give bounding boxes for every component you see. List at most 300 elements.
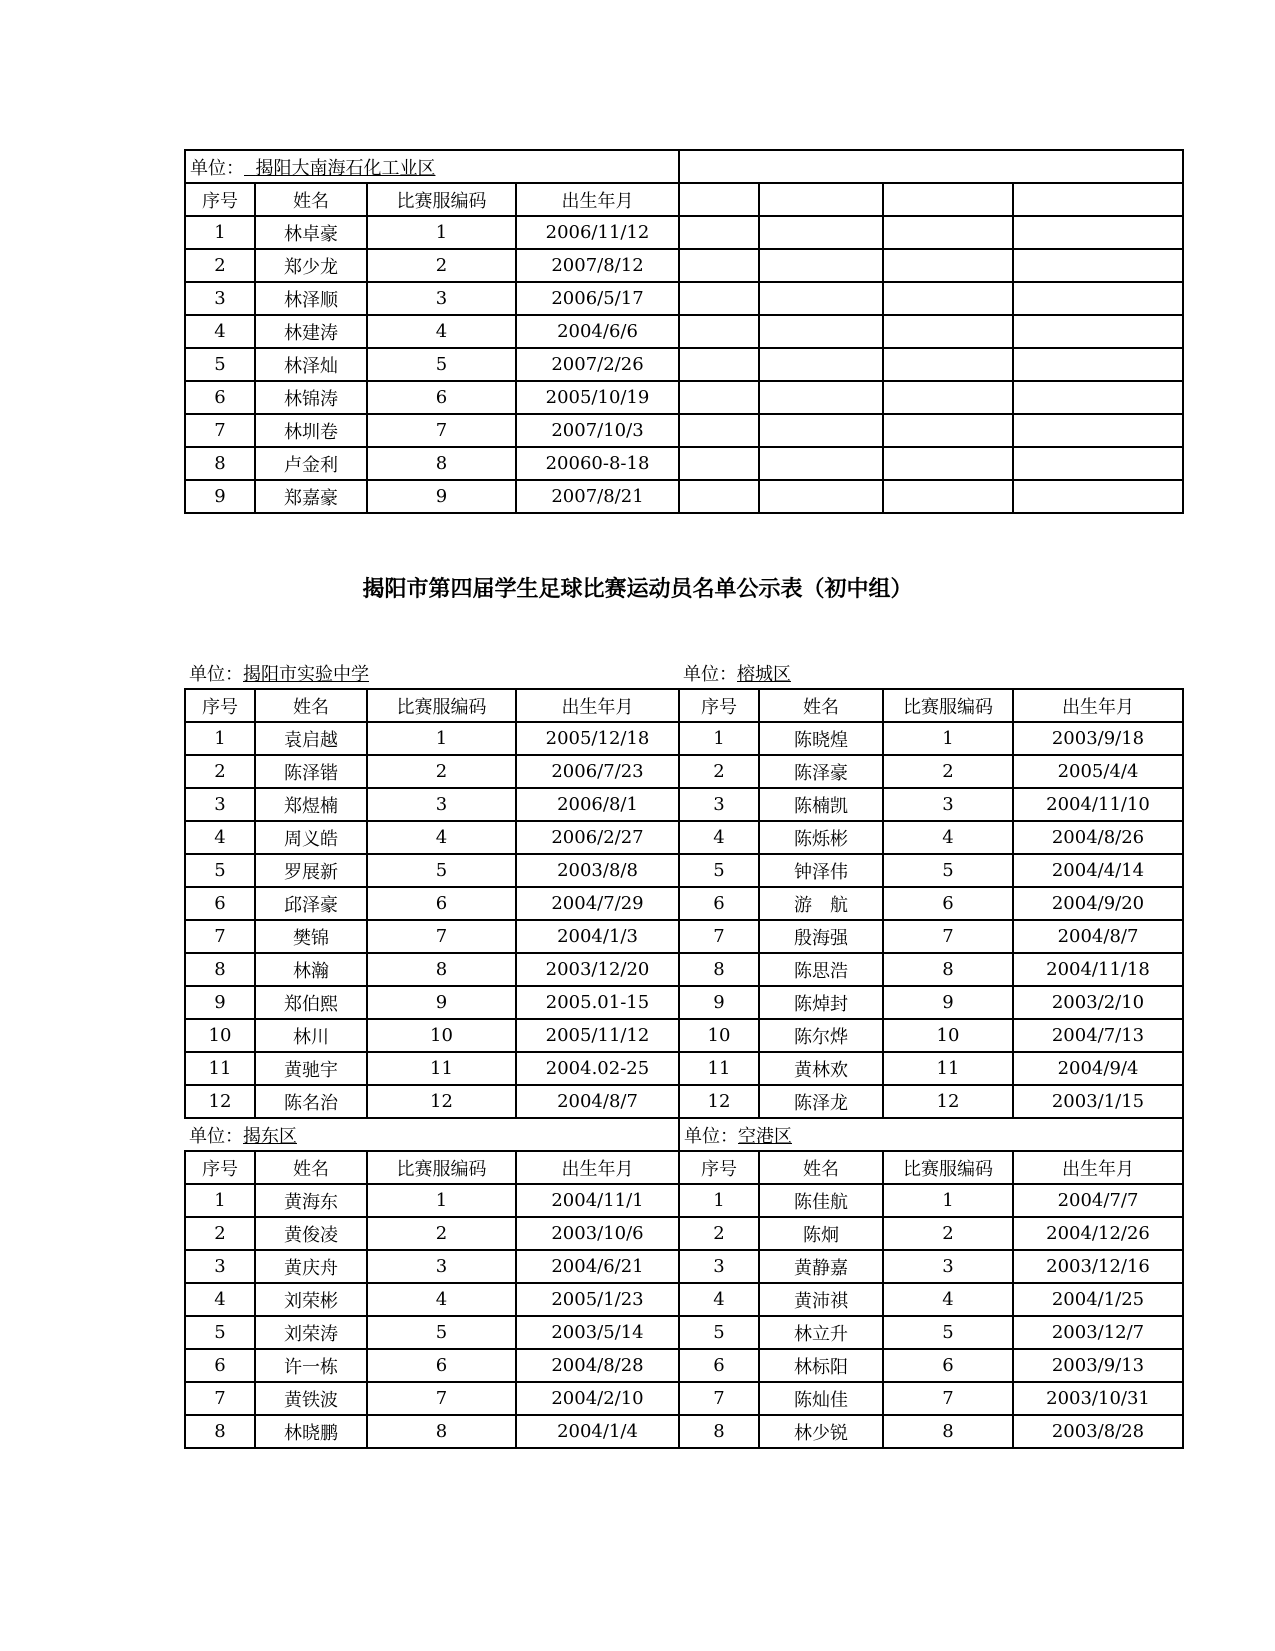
name-cell: 黄林欢 xyxy=(759,1052,883,1085)
header-cell: 出生年月 xyxy=(1013,1151,1183,1184)
jersey-cell: 2 xyxy=(883,1217,1013,1250)
empty-cell xyxy=(679,414,759,447)
jersey-cell: 1 xyxy=(883,722,1013,755)
birthdate-cell: 2003/5/14 xyxy=(516,1316,679,1349)
birthdate-cell: 2004/9/20 xyxy=(1013,887,1183,920)
name-cell: 钟泽伟 xyxy=(759,854,883,887)
table-row xyxy=(185,1349,1183,1382)
name-cell: 黄沛祺 xyxy=(759,1283,883,1316)
jersey-cell: 3 xyxy=(883,788,1013,821)
name-cell: 陈灿佳 xyxy=(759,1382,883,1415)
page-title: 揭阳市第四届学生足球比赛运动员名单公示表（初中组） xyxy=(362,577,913,602)
header-cell: 出生年月 xyxy=(516,689,679,722)
header-cell: 姓名 xyxy=(759,689,883,722)
number-cell: 2 xyxy=(185,249,255,282)
number-cell: 4 xyxy=(185,821,255,854)
name-cell: 殷海强 xyxy=(759,920,883,953)
top-roster-table xyxy=(184,149,1184,514)
jersey-cell: 6 xyxy=(367,381,516,414)
name-cell: 陈晓煌 xyxy=(759,722,883,755)
empty-cell xyxy=(759,414,883,447)
jersey-cell: 1 xyxy=(883,1184,1013,1217)
birthdate-cell: 2004/1/4 xyxy=(516,1415,679,1448)
table-row xyxy=(185,1415,1183,1448)
table-row xyxy=(185,216,1183,249)
number-cell: 1 xyxy=(679,1184,759,1217)
section-2 xyxy=(185,657,1183,1118)
jersey-cell: 5 xyxy=(883,854,1013,887)
birthdate-cell: 2003/9/18 xyxy=(1013,722,1183,755)
number-cell: 6 xyxy=(679,1349,759,1382)
number-cell: 6 xyxy=(185,381,255,414)
table-row xyxy=(185,953,1183,986)
jersey-cell: 1 xyxy=(367,216,516,249)
table-row xyxy=(185,788,1183,821)
empty-cell xyxy=(1013,282,1183,315)
name-cell: 林卓豪 xyxy=(255,216,367,249)
top-roster-body xyxy=(185,150,1183,513)
name-cell: 林瀚 xyxy=(255,953,367,986)
birthdate-cell: 2003/8/28 xyxy=(1013,1415,1183,1448)
number-cell: 1 xyxy=(185,1184,255,1217)
number-cell: 7 xyxy=(185,1382,255,1415)
empty-cell xyxy=(1013,381,1183,414)
number-cell: 4 xyxy=(679,821,759,854)
name-cell: 郑少龙 xyxy=(255,249,367,282)
table-row xyxy=(185,348,1183,381)
jersey-cell: 2 xyxy=(883,755,1013,788)
jersey-cell: 7 xyxy=(883,1382,1013,1415)
birthdate-cell: 2006/8/1 xyxy=(516,788,679,821)
jersey-cell: 4 xyxy=(367,1283,516,1316)
unit-cell-right xyxy=(679,657,1183,689)
birthdate-cell: 2007/8/12 xyxy=(516,249,679,282)
jersey-cell: 11 xyxy=(367,1052,516,1085)
table-row xyxy=(185,722,1183,755)
empty-cell xyxy=(883,447,1013,480)
empty-cell xyxy=(1013,315,1183,348)
name-cell: 卢金利 xyxy=(255,447,367,480)
jersey-cell: 12 xyxy=(367,1085,516,1118)
name-cell: 陈泽龙 xyxy=(759,1085,883,1118)
birthdate-cell: 2004/8/7 xyxy=(516,1085,679,1118)
unit-prefix: 单位： xyxy=(189,1125,243,1147)
jersey-cell: 5 xyxy=(367,348,516,381)
jersey-cell: 10 xyxy=(883,1019,1013,1052)
jersey-cell: 2 xyxy=(367,755,516,788)
table-row xyxy=(185,986,1183,1019)
birthdate-cell: 2006/5/17 xyxy=(516,282,679,315)
empty-cell xyxy=(679,480,759,513)
number-cell: 7 xyxy=(185,920,255,953)
empty-cell xyxy=(883,381,1013,414)
header-cell: 序号 xyxy=(679,689,759,722)
empty-cell xyxy=(883,315,1013,348)
number-cell: 5 xyxy=(679,854,759,887)
empty-cell xyxy=(1013,348,1183,381)
name-cell: 刘荣彬 xyxy=(255,1283,367,1316)
name-cell: 周义皓 xyxy=(255,821,367,854)
birthdate-cell: 2004/8/28 xyxy=(516,1349,679,1382)
empty-cell xyxy=(1013,216,1183,249)
name-cell: 林标阳 xyxy=(759,1349,883,1382)
number-cell: 6 xyxy=(679,887,759,920)
number-cell: 4 xyxy=(185,315,255,348)
name-cell: 陈尔烨 xyxy=(759,1019,883,1052)
table-row xyxy=(185,1052,1183,1085)
empty-cell xyxy=(883,348,1013,381)
birthdate-cell: 2007/2/26 xyxy=(516,348,679,381)
table-row xyxy=(185,1250,1183,1283)
table-row xyxy=(185,755,1183,788)
table-row xyxy=(185,414,1183,447)
birthdate-cell: 2004/6/6 xyxy=(516,315,679,348)
empty-cell xyxy=(759,348,883,381)
header-cell: 序号 xyxy=(185,1151,255,1184)
birthdate-cell: 2005/4/4 xyxy=(1013,755,1183,788)
birthdate-cell: 2005/10/19 xyxy=(516,381,679,414)
unit-cell-empty xyxy=(679,150,1183,183)
birthdate-cell: 2003/1/15 xyxy=(1013,1085,1183,1118)
jersey-cell: 7 xyxy=(883,920,1013,953)
table-row xyxy=(185,381,1183,414)
name-cell: 林圳卷 xyxy=(255,414,367,447)
jersey-cell: 2 xyxy=(367,249,516,282)
number-cell: 9 xyxy=(185,986,255,1019)
number-cell: 2 xyxy=(679,755,759,788)
jersey-cell: 5 xyxy=(883,1316,1013,1349)
name-cell: 黄海东 xyxy=(255,1184,367,1217)
section-3 xyxy=(185,1118,1183,1448)
name-cell: 樊锦 xyxy=(255,920,367,953)
empty-cell xyxy=(883,216,1013,249)
number-cell: 9 xyxy=(185,480,255,513)
name-cell: 陈佳航 xyxy=(759,1184,883,1217)
jersey-cell: 7 xyxy=(367,414,516,447)
unit-prefix: 单位： xyxy=(189,663,243,685)
birthdate-cell: 2004/7/13 xyxy=(1013,1019,1183,1052)
number-cell: 6 xyxy=(185,887,255,920)
header-cell: 姓名 xyxy=(759,1151,883,1184)
birthdate-cell: 2004/2/10 xyxy=(516,1382,679,1415)
birthdate-cell: 20060-8-18 xyxy=(516,447,679,480)
birthdate-cell: 2003/10/6 xyxy=(516,1217,679,1250)
name-cell: 罗展新 xyxy=(255,854,367,887)
jersey-cell: 9 xyxy=(367,986,516,1019)
birthdate-cell: 2004/7/7 xyxy=(1013,1184,1183,1217)
name-cell: 陈泽锴 xyxy=(255,755,367,788)
unit-row xyxy=(185,657,1183,689)
table-row xyxy=(185,480,1183,513)
empty-cell xyxy=(1013,249,1183,282)
birthdate-cell: 2004/8/7 xyxy=(1013,920,1183,953)
table-row xyxy=(185,1283,1183,1316)
unit-name-text: 揭阳大南海石化工业区 xyxy=(255,157,436,179)
empty-cell xyxy=(759,447,883,480)
jersey-cell: 7 xyxy=(367,920,516,953)
unit-row xyxy=(185,150,1183,183)
name-cell: 陈名治 xyxy=(255,1085,367,1118)
number-cell: 3 xyxy=(679,788,759,821)
number-cell: 6 xyxy=(185,1349,255,1382)
jersey-cell: 8 xyxy=(367,447,516,480)
jersey-cell: 1 xyxy=(367,722,516,755)
jersey-cell: 3 xyxy=(367,1250,516,1283)
empty-cell xyxy=(883,249,1013,282)
empty-cell xyxy=(679,381,759,414)
table-row xyxy=(185,920,1183,953)
jersey-cell: 8 xyxy=(367,953,516,986)
table-row xyxy=(185,447,1183,480)
empty-cell xyxy=(679,183,759,216)
name-cell: 林少锐 xyxy=(759,1415,883,1448)
jersey-cell: 3 xyxy=(883,1250,1013,1283)
header-cell: 姓名 xyxy=(255,1151,367,1184)
table-row xyxy=(185,249,1183,282)
name-cell: 林立升 xyxy=(759,1316,883,1349)
table-row xyxy=(185,1019,1183,1052)
name-cell: 陈焯封 xyxy=(759,986,883,1019)
number-cell: 12 xyxy=(679,1085,759,1118)
birthdate-cell: 2004/4/14 xyxy=(1013,854,1183,887)
empty-cell xyxy=(679,315,759,348)
birthdate-cell: 2005/12/18 xyxy=(516,722,679,755)
birthdate-cell: 2004/11/1 xyxy=(516,1184,679,1217)
unit-name xyxy=(244,158,435,179)
birthdate-cell: 2003/12/20 xyxy=(516,953,679,986)
empty-cell xyxy=(679,348,759,381)
unit-prefix: 单位： xyxy=(190,157,244,179)
unit-cell-top xyxy=(185,150,679,183)
name-cell: 陈泽豪 xyxy=(759,755,883,788)
name-cell: 郑伯熙 xyxy=(255,986,367,1019)
jersey-cell: 3 xyxy=(367,282,516,315)
header-cell: 序号 xyxy=(679,1151,759,1184)
empty-cell xyxy=(883,282,1013,315)
name-cell: 陈烁彬 xyxy=(759,821,883,854)
birthdate-cell: 2006/7/23 xyxy=(516,755,679,788)
number-cell: 3 xyxy=(679,1250,759,1283)
number-cell: 4 xyxy=(185,1283,255,1316)
jersey-cell: 2 xyxy=(367,1217,516,1250)
empty-cell xyxy=(759,216,883,249)
table-row xyxy=(185,1184,1183,1217)
name-cell: 刘荣涛 xyxy=(255,1316,367,1349)
number-cell: 5 xyxy=(185,348,255,381)
empty-cell xyxy=(883,183,1013,216)
empty-cell xyxy=(679,447,759,480)
jersey-cell: 8 xyxy=(367,1415,516,1448)
jersey-cell: 10 xyxy=(367,1019,516,1052)
unit-cell-right xyxy=(679,1118,1183,1151)
jersey-cell: 5 xyxy=(367,854,516,887)
empty-cell xyxy=(679,249,759,282)
table-row xyxy=(185,854,1183,887)
number-cell: 5 xyxy=(679,1316,759,1349)
birthdate-cell: 2003/12/16 xyxy=(1013,1250,1183,1283)
header-cell: 姓名 xyxy=(255,689,367,722)
jersey-cell: 8 xyxy=(883,953,1013,986)
name-cell: 袁启越 xyxy=(255,722,367,755)
unit-name: 揭东区 xyxy=(243,1125,297,1147)
birthdate-cell: 2005/11/12 xyxy=(516,1019,679,1052)
header-cell: 比赛服编码 xyxy=(883,1151,1013,1184)
number-cell: 7 xyxy=(679,920,759,953)
name-cell: 游 航 xyxy=(759,887,883,920)
number-cell: 7 xyxy=(679,1382,759,1415)
unit-name: 榕城区 xyxy=(737,663,791,685)
header-cell: 出生年月 xyxy=(1013,689,1183,722)
name-cell: 林晓鹏 xyxy=(255,1415,367,1448)
name-cell: 邱泽豪 xyxy=(255,887,367,920)
birthdate-cell: 2004/6/21 xyxy=(516,1250,679,1283)
table-row xyxy=(185,1382,1183,1415)
name-cell: 黄驰宇 xyxy=(255,1052,367,1085)
jersey-cell: 1 xyxy=(367,1184,516,1217)
header-row xyxy=(185,689,1183,722)
header-cell: 序号 xyxy=(185,689,255,722)
number-cell: 8 xyxy=(185,1415,255,1448)
empty-cell xyxy=(883,480,1013,513)
birthdate-cell: 2004/1/25 xyxy=(1013,1283,1183,1316)
name-cell: 许一栋 xyxy=(255,1349,367,1382)
name-cell: 黄庆舟 xyxy=(255,1250,367,1283)
empty-cell xyxy=(759,183,883,216)
jersey-cell: 6 xyxy=(883,1349,1013,1382)
unit-cell-left xyxy=(185,1118,679,1151)
empty-cell xyxy=(1013,480,1183,513)
name-cell: 陈炯 xyxy=(759,1217,883,1250)
bottom-roster-table xyxy=(184,657,1184,1449)
jersey-cell: 11 xyxy=(883,1052,1013,1085)
number-cell: 9 xyxy=(679,986,759,1019)
empty-cell xyxy=(759,282,883,315)
empty-cell xyxy=(679,216,759,249)
jersey-cell: 9 xyxy=(883,986,1013,1019)
jersey-cell: 6 xyxy=(367,887,516,920)
number-cell: 11 xyxy=(185,1052,255,1085)
jersey-cell: 7 xyxy=(367,1382,516,1415)
name-cell: 郑嘉豪 xyxy=(255,480,367,513)
number-cell: 2 xyxy=(185,755,255,788)
number-cell: 8 xyxy=(185,953,255,986)
unit-prefix: 单位： xyxy=(683,663,737,685)
number-cell: 8 xyxy=(185,447,255,480)
birthdate-cell: 2003/9/13 xyxy=(1013,1349,1183,1382)
name-cell: 郑煜楠 xyxy=(255,788,367,821)
birthdate-cell: 2003/2/10 xyxy=(1013,986,1183,1019)
number-cell: 10 xyxy=(679,1019,759,1052)
birthdate-cell: 2004/11/18 xyxy=(1013,953,1183,986)
jersey-cell: 4 xyxy=(367,821,516,854)
name-cell: 陈思浩 xyxy=(759,953,883,986)
header-cell: 出生年月 xyxy=(516,1151,679,1184)
number-cell: 1 xyxy=(185,216,255,249)
birthdate-cell: 2003/12/7 xyxy=(1013,1316,1183,1349)
name-cell: 林泽顺 xyxy=(255,282,367,315)
jersey-cell: 4 xyxy=(367,315,516,348)
unit-name: 揭阳市实验中学 xyxy=(243,663,369,685)
table-row xyxy=(185,1217,1183,1250)
birthdate-cell: 2004/7/29 xyxy=(516,887,679,920)
birthdate-cell: 2005/1/23 xyxy=(516,1283,679,1316)
birthdate-cell: 2004/1/3 xyxy=(516,920,679,953)
unit-cell-left xyxy=(185,657,679,689)
name-cell: 黄静嘉 xyxy=(759,1250,883,1283)
jersey-cell: 4 xyxy=(883,1283,1013,1316)
number-cell: 12 xyxy=(185,1085,255,1118)
birthdate-cell: 2004.02-25 xyxy=(516,1052,679,1085)
header-cell: 序号 xyxy=(185,183,255,216)
birthdate-cell: 2007/8/21 xyxy=(516,480,679,513)
number-cell: 5 xyxy=(185,854,255,887)
birthdate-cell: 2006/2/27 xyxy=(516,821,679,854)
name-cell: 黄俊凌 xyxy=(255,1217,367,1250)
birthdate-cell: 2003/10/31 xyxy=(1013,1382,1183,1415)
number-cell: 2 xyxy=(679,1217,759,1250)
table-row xyxy=(185,282,1183,315)
empty-cell xyxy=(883,414,1013,447)
header-cell: 比赛服编码 xyxy=(883,689,1013,722)
header-cell: 比赛服编码 xyxy=(367,183,516,216)
header-cell: 比赛服编码 xyxy=(367,1151,516,1184)
header-row xyxy=(185,183,1183,216)
empty-cell xyxy=(1013,447,1183,480)
table-row xyxy=(185,1316,1183,1349)
empty-cell xyxy=(759,249,883,282)
table-row xyxy=(185,887,1183,920)
number-cell: 2 xyxy=(185,1217,255,1250)
birthdate-cell: 2007/10/3 xyxy=(516,414,679,447)
name-cell: 林泽灿 xyxy=(255,348,367,381)
empty-cell xyxy=(679,282,759,315)
empty-cell xyxy=(759,480,883,513)
header-row xyxy=(185,1151,1183,1184)
jersey-cell: 5 xyxy=(367,1316,516,1349)
birthdate-cell: 2004/8/26 xyxy=(1013,821,1183,854)
name-cell: 林锦涛 xyxy=(255,381,367,414)
number-cell: 10 xyxy=(185,1019,255,1052)
jersey-cell: 4 xyxy=(883,821,1013,854)
birthdate-cell: 2005.01-15 xyxy=(516,986,679,1019)
header-cell: 姓名 xyxy=(255,183,367,216)
birthdate-cell: 2006/11/12 xyxy=(516,216,679,249)
empty-cell xyxy=(1013,414,1183,447)
number-cell: 8 xyxy=(679,1415,759,1448)
number-cell: 11 xyxy=(679,1052,759,1085)
table-row xyxy=(185,821,1183,854)
jersey-cell: 9 xyxy=(367,480,516,513)
birthdate-cell: 2003/8/8 xyxy=(516,854,679,887)
jersey-cell: 8 xyxy=(883,1415,1013,1448)
number-cell: 1 xyxy=(185,722,255,755)
number-cell: 3 xyxy=(185,788,255,821)
number-cell: 8 xyxy=(679,953,759,986)
birthdate-cell: 2004/12/26 xyxy=(1013,1217,1183,1250)
unit-name: 空港区 xyxy=(738,1125,792,1147)
number-cell: 3 xyxy=(185,1250,255,1283)
unit-prefix: 单位： xyxy=(684,1125,738,1147)
table-row xyxy=(185,1085,1183,1118)
number-cell: 1 xyxy=(679,722,759,755)
empty-cell xyxy=(759,315,883,348)
jersey-cell: 6 xyxy=(883,887,1013,920)
jersey-cell: 12 xyxy=(883,1085,1013,1118)
header-cell: 出生年月 xyxy=(516,183,679,216)
name-cell: 林建涛 xyxy=(255,315,367,348)
number-cell: 7 xyxy=(185,414,255,447)
header-cell: 比赛服编码 xyxy=(367,689,516,722)
